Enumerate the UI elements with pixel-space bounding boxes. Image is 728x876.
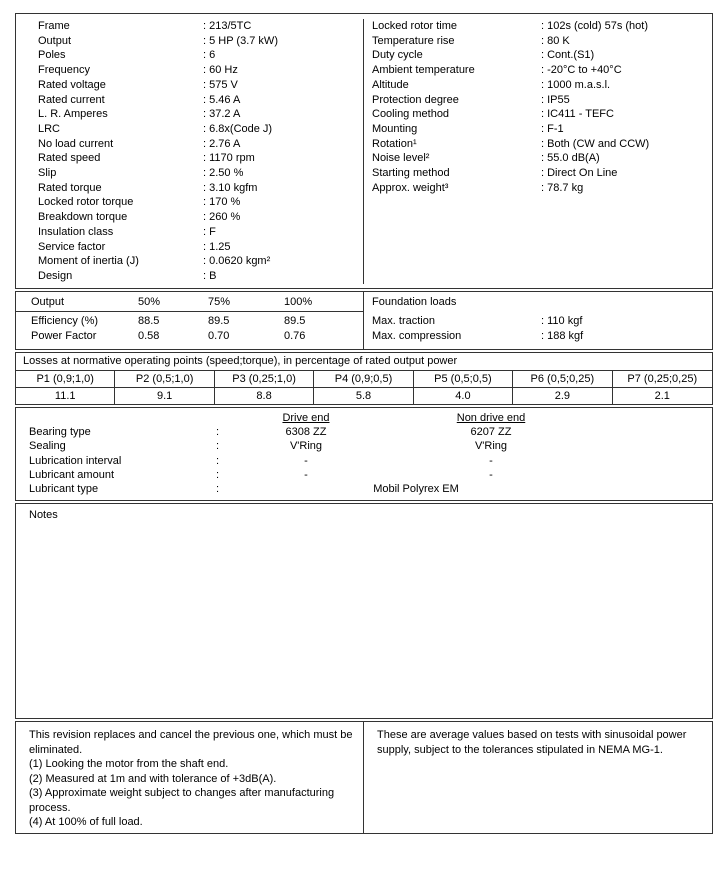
spec-label: Ambient temperature [372, 64, 475, 77]
losses-header-cell: P3 (0,25;1,0) [215, 371, 314, 387]
bearing-non-drive-end-value: 6207 ZZ [470, 425, 512, 438]
spec-label: Mounting [372, 122, 418, 135]
foundation-load-row [364, 314, 712, 329]
footer-tolerance-cell [364, 722, 712, 833]
specs-left-column [16, 19, 364, 284]
spec-label: Frame [38, 20, 70, 32]
performance-cell: 89.5 [208, 314, 230, 327]
spec-label: Moment of inertia (J) [38, 255, 139, 268]
performance-cell: 89.5 [284, 314, 306, 327]
footer-revision-text [16, 722, 363, 830]
spec-value: : 260 % [203, 211, 241, 224]
spec-value: : Cont.(S1) [541, 49, 595, 62]
foundation-load-value: : 110 kgf [541, 314, 583, 327]
spec-label: Rated voltage [38, 78, 106, 91]
bearings-header-spacer [16, 411, 216, 425]
foundation-load-label: Max. compression [372, 329, 462, 342]
spec-label: Frequency [38, 64, 90, 77]
spec-value: : 55.0 dB(A) [541, 152, 600, 165]
foundation-load-row [364, 329, 712, 344]
spec-row [364, 78, 712, 93]
spec-row [16, 19, 363, 34]
footer-revision-line: This revision replaces and cancel the previous one, which must be eliminated. [29, 729, 353, 756]
losses-header-cell: P1 (0,9;1,0) [16, 371, 115, 387]
spec-row [364, 19, 712, 34]
bearing-non-drive-end-value: - [489, 468, 493, 481]
spec-value: : 78.7 kg [541, 181, 584, 194]
specs-section [15, 13, 713, 289]
losses-header-cell: P6 (0,5;0,25) [513, 371, 612, 387]
performance-cell: 0.70 [208, 329, 230, 342]
spec-value: : F [203, 225, 216, 238]
bearing-row-label: Lubrication interval [29, 454, 122, 467]
spec-label: Locked rotor time [372, 20, 457, 32]
spec-label: Approx. weight³ [372, 181, 449, 194]
bearing-drive-end-value: 6308 ZZ [285, 425, 327, 438]
spec-value: : IC411 - TEFC [541, 108, 614, 121]
spec-value: : B [203, 269, 217, 282]
spec-label: Poles [38, 49, 66, 62]
bearing-row-label: Sealing [29, 440, 66, 453]
losses-value-cell: 2.9 [513, 388, 612, 404]
spec-value: : 0.0620 kgm² [203, 255, 271, 268]
spec-row [364, 48, 712, 63]
losses-value-row [16, 388, 712, 404]
foundation-loads [364, 292, 712, 349]
performance-cell: 0.58 [138, 329, 160, 342]
spec-label: Altitude [372, 78, 409, 91]
spec-row [364, 166, 712, 181]
bearing-non-drive-end-value: - [489, 454, 493, 467]
spec-label: Noise level² [372, 152, 430, 165]
performance-header-cell: 50% [138, 295, 161, 308]
spec-value: : -20°C to +40°C [541, 64, 622, 77]
spec-row [364, 93, 712, 108]
spec-value: : 102s (cold) 57s (hot) [541, 20, 648, 32]
spec-row [16, 63, 363, 78]
bearings-section [15, 407, 713, 502]
bearing-row [16, 454, 712, 468]
performance-rows [16, 312, 363, 349]
spec-label: Locked rotor torque [38, 196, 134, 209]
spec-label: Service factor [38, 240, 106, 253]
spec-row [16, 107, 363, 122]
spec-label: Output [38, 34, 72, 47]
non-drive-end-header: Non drive end [456, 411, 526, 424]
losses-header-cell: P5 (0,5;0,5) [414, 371, 513, 387]
spec-row [16, 122, 363, 137]
bearing-row [16, 468, 712, 482]
performance-header-cell: 100% [284, 295, 313, 308]
footer-section [15, 721, 713, 834]
losses-value-cell: 9.1 [115, 388, 214, 404]
footer-revision-cell [16, 722, 364, 833]
foundation-loads-title: Foundation loads [372, 295, 457, 308]
spec-row [16, 78, 363, 93]
spec-label: Rotation¹ [372, 137, 417, 150]
spec-row [16, 240, 363, 255]
spec-value: : Direct On Line [541, 167, 618, 180]
spec-label: No load current [38, 137, 114, 150]
foundation-loads-rows [364, 312, 712, 344]
performance-cell: 0.76 [284, 329, 306, 342]
spec-row [364, 137, 712, 152]
specs-right-column [364, 19, 712, 284]
spec-label: Breakdown torque [38, 211, 128, 224]
spec-row [364, 151, 712, 166]
performance-cell: 88.5 [138, 314, 160, 327]
foundation-load-value: : 188 kgf [541, 329, 584, 342]
spec-row [16, 48, 363, 63]
spec-label: Design [38, 269, 73, 282]
spec-label: Protection degree [372, 93, 459, 106]
footer-revision-line: (1) Looking the motor from the shaft end. [29, 758, 229, 771]
bearing-row-label: Lubricant amount [29, 468, 114, 481]
spec-row [16, 137, 363, 152]
spec-label: Rated current [38, 93, 105, 106]
losses-header-cell: P2 (0,5;1,0) [115, 371, 214, 387]
spec-label: Rated speed [38, 152, 101, 165]
spec-value: : 5 HP (3.7 kW) [203, 34, 278, 47]
losses-title: Losses at normative operating points (speed;torque), in percentage of rated output power [16, 353, 712, 371]
spec-row [364, 181, 712, 196]
spec-value: : 213/5TC [203, 20, 252, 32]
colon: : [216, 483, 220, 496]
losses-header-cell: P4 (0,9;0,5) [314, 371, 413, 387]
motor-datasheet [15, 13, 713, 834]
losses-header-row [16, 371, 712, 388]
bearing-drive-end-value: - [304, 454, 308, 467]
spec-value: : Both (CW and CCW) [541, 137, 650, 150]
bearings-header-row [16, 411, 712, 425]
drive-end-header: Drive end [282, 411, 330, 424]
spec-value: : F-1 [541, 122, 564, 135]
spec-row [364, 63, 712, 78]
losses-value-cell: 5.8 [314, 388, 413, 404]
spec-label: Rated torque [38, 181, 102, 194]
bearing-drive-end-value: V'Ring [289, 440, 323, 453]
footer-revision-line: (4) At 100% of full load. [29, 816, 143, 829]
spec-value: : 80 K [541, 34, 570, 47]
footer-tolerance-text: These are average values based on tests with sinusoidal power supply, subject to the tolerances stipulated in NEMA MG-1. [377, 729, 687, 756]
performance-table [16, 292, 364, 349]
spec-label: Starting method [372, 167, 450, 180]
losses-value-cell: 8.8 [215, 388, 314, 404]
spec-value: : 3.10 kgfm [203, 181, 258, 194]
spec-label: L. R. Amperes [38, 108, 108, 121]
performance-row [16, 329, 363, 344]
spec-value: : 170 % [203, 196, 241, 209]
bearing-row [16, 425, 712, 439]
spec-value: : 575 V [203, 78, 238, 91]
performance-cell: Efficiency (%) [31, 314, 99, 327]
spec-value: : 2.50 % [203, 167, 244, 180]
spec-row [16, 181, 363, 196]
losses-value-cell: 4.0 [414, 388, 513, 404]
spec-label: Duty cycle [372, 49, 423, 62]
spec-label: Insulation class [38, 225, 114, 238]
spec-row [16, 269, 363, 284]
losses-value-cell: 2.1 [654, 389, 670, 402]
spec-value: : IP55 [541, 93, 570, 106]
performance-cell: Power Factor [31, 329, 97, 342]
spec-value: : 2.76 A [203, 137, 241, 150]
spec-label: Cooling method [372, 108, 450, 121]
bearings-rows [16, 425, 712, 482]
spec-row [16, 210, 363, 225]
notes-title: Notes [29, 509, 58, 522]
spec-row [16, 254, 363, 269]
performance-header-row [16, 292, 363, 312]
colon: : [216, 454, 220, 467]
spec-value: : 5.46 A [203, 93, 241, 106]
performance-row [16, 314, 363, 329]
lubricant-type-row [16, 482, 712, 496]
spec-value: : 6 [203, 49, 216, 62]
footer-revision-line: (2) Measured at 1m and with tolerance of +3dB(A). [29, 772, 277, 785]
performance-section [15, 291, 713, 350]
bearing-row [16, 439, 712, 453]
spec-value: : 1.25 [203, 240, 231, 253]
colon: : [216, 468, 220, 481]
lubricant-type-value: Mobil Polyrex EM [373, 483, 459, 496]
spec-row [16, 195, 363, 210]
spec-value: : 1000 m.a.s.l. [541, 78, 611, 91]
spec-row [364, 122, 712, 137]
spec-row [16, 225, 363, 240]
spec-row [364, 34, 712, 49]
colon: : [216, 440, 220, 453]
performance-header-cell: 75% [208, 295, 231, 308]
spec-label: Temperature rise [372, 34, 455, 47]
spec-value: : 60 Hz [203, 64, 238, 77]
spec-row [16, 166, 363, 181]
bearing-row-label: Bearing type [29, 425, 91, 438]
spec-row [16, 93, 363, 108]
spec-row [364, 107, 712, 122]
spec-label: Slip [38, 167, 57, 180]
spec-label: LRC [38, 122, 61, 135]
foundation-load-label: Max. traction [372, 314, 435, 327]
losses-value-cell: 11.1 [16, 388, 115, 404]
spec-row [16, 151, 363, 166]
losses-header-cell: P7 (0,25;0,25) [627, 372, 698, 385]
spec-value: : 1170 rpm [203, 152, 255, 165]
bearing-drive-end-value: - [304, 468, 308, 481]
losses-section [15, 352, 713, 405]
footer-revision-line: (3) Approximate weight subject to changes after manufacturing process. [29, 787, 335, 814]
notes-section [15, 503, 713, 719]
bearing-non-drive-end-value: V'Ring [474, 440, 508, 453]
performance-header-cell: Output [31, 295, 65, 308]
spec-value: : 37.2 A [203, 108, 241, 121]
spec-value: : 6.8x(Code J) [203, 122, 273, 135]
spec-row [16, 34, 363, 49]
lubricant-type-label: Lubricant type [29, 483, 99, 496]
colon: : [216, 425, 220, 438]
